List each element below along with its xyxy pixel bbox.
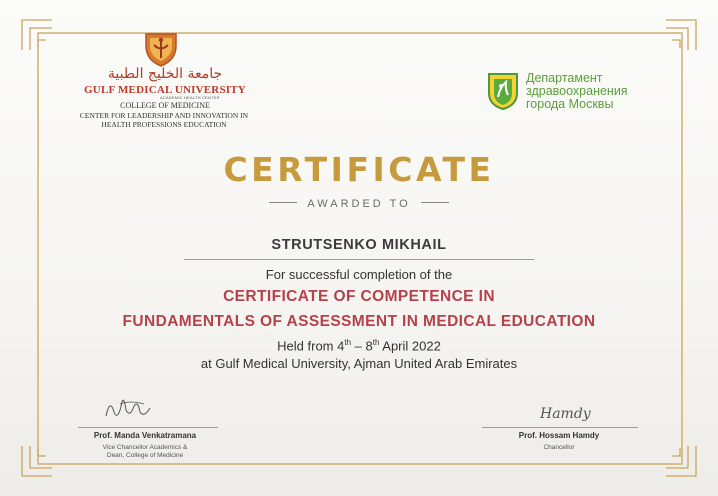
moscow-line2: здравоохранения	[526, 84, 628, 98]
gmu-center	[64, 111, 264, 129]
course-title-line1: CERTIFICATE OF COMPETENCE IN	[223, 288, 495, 305]
signature-right-image	[536, 398, 596, 426]
signatory-left-name: Prof. Manda Venkatramana	[93, 431, 197, 440]
gmu-university-name: GULF MEDICAL UNIVERSITY	[84, 84, 246, 96]
awarded-divider-left	[269, 202, 297, 203]
signatory-left-role	[60, 444, 230, 460]
signature-right-text: Hamdy	[540, 406, 591, 422]
moscow-dept-name	[526, 72, 628, 111]
recipient-name: STRUTSENKO MIKHAIL	[271, 237, 447, 253]
gmu-college: COLLEGE OF MEDICINE	[120, 101, 210, 110]
gmu-center-line1: CENTER FOR LEADERSHIP AND INNOVATION IN	[79, 111, 249, 120]
awarded-divider-right	[421, 202, 449, 203]
signature-left-line	[78, 427, 218, 428]
held-mid: – 8	[351, 338, 373, 354]
moscow-health-dept-emblem-icon	[486, 71, 520, 111]
gmu-subtitle: ACADEMIC HEALTH CENTER	[160, 95, 220, 100]
gmu-arabic-name: جامعة الخليج الطبية	[107, 66, 223, 82]
held-prefix: Held from 4	[277, 338, 345, 354]
awarded-row	[0, 194, 718, 212]
signatory-right-role: Chancellor	[543, 444, 575, 451]
certificate-title: CERTIFICATE	[223, 150, 495, 189]
signatory-right-name: Prof. Hossam Hamdy	[518, 431, 600, 440]
completion-text: For successful completion of the	[265, 267, 453, 282]
moscow-line3: города Москвы	[526, 97, 614, 111]
gmu-shield-emblem-icon	[140, 30, 182, 68]
held-sup-start: th	[344, 338, 352, 347]
signature-left-image	[100, 392, 160, 424]
recipient-underline	[184, 259, 534, 260]
held-suffix: April 2022	[379, 338, 441, 354]
signatory-left-role-line2: Dean, College of Medicine	[106, 452, 184, 459]
held-sup-end: th	[372, 338, 380, 347]
awarded-to-label: AWARDED TO	[307, 198, 411, 210]
held-dates	[0, 338, 718, 353]
course-title-line2: FUNDAMENTALS OF ASSESSMENT IN MEDICAL EDUCATION	[122, 313, 596, 330]
moscow-line1: Департамент	[526, 71, 603, 85]
signatory-left-role-line1: Vice Chancellor Academics &	[102, 444, 188, 451]
signature-right-line	[482, 427, 638, 428]
venue-text: at Gulf Medical University, Ajman United Arab Emirates	[200, 356, 518, 371]
gmu-center-line2: HEALTH PROFESSIONS EDUCATION	[101, 120, 227, 129]
